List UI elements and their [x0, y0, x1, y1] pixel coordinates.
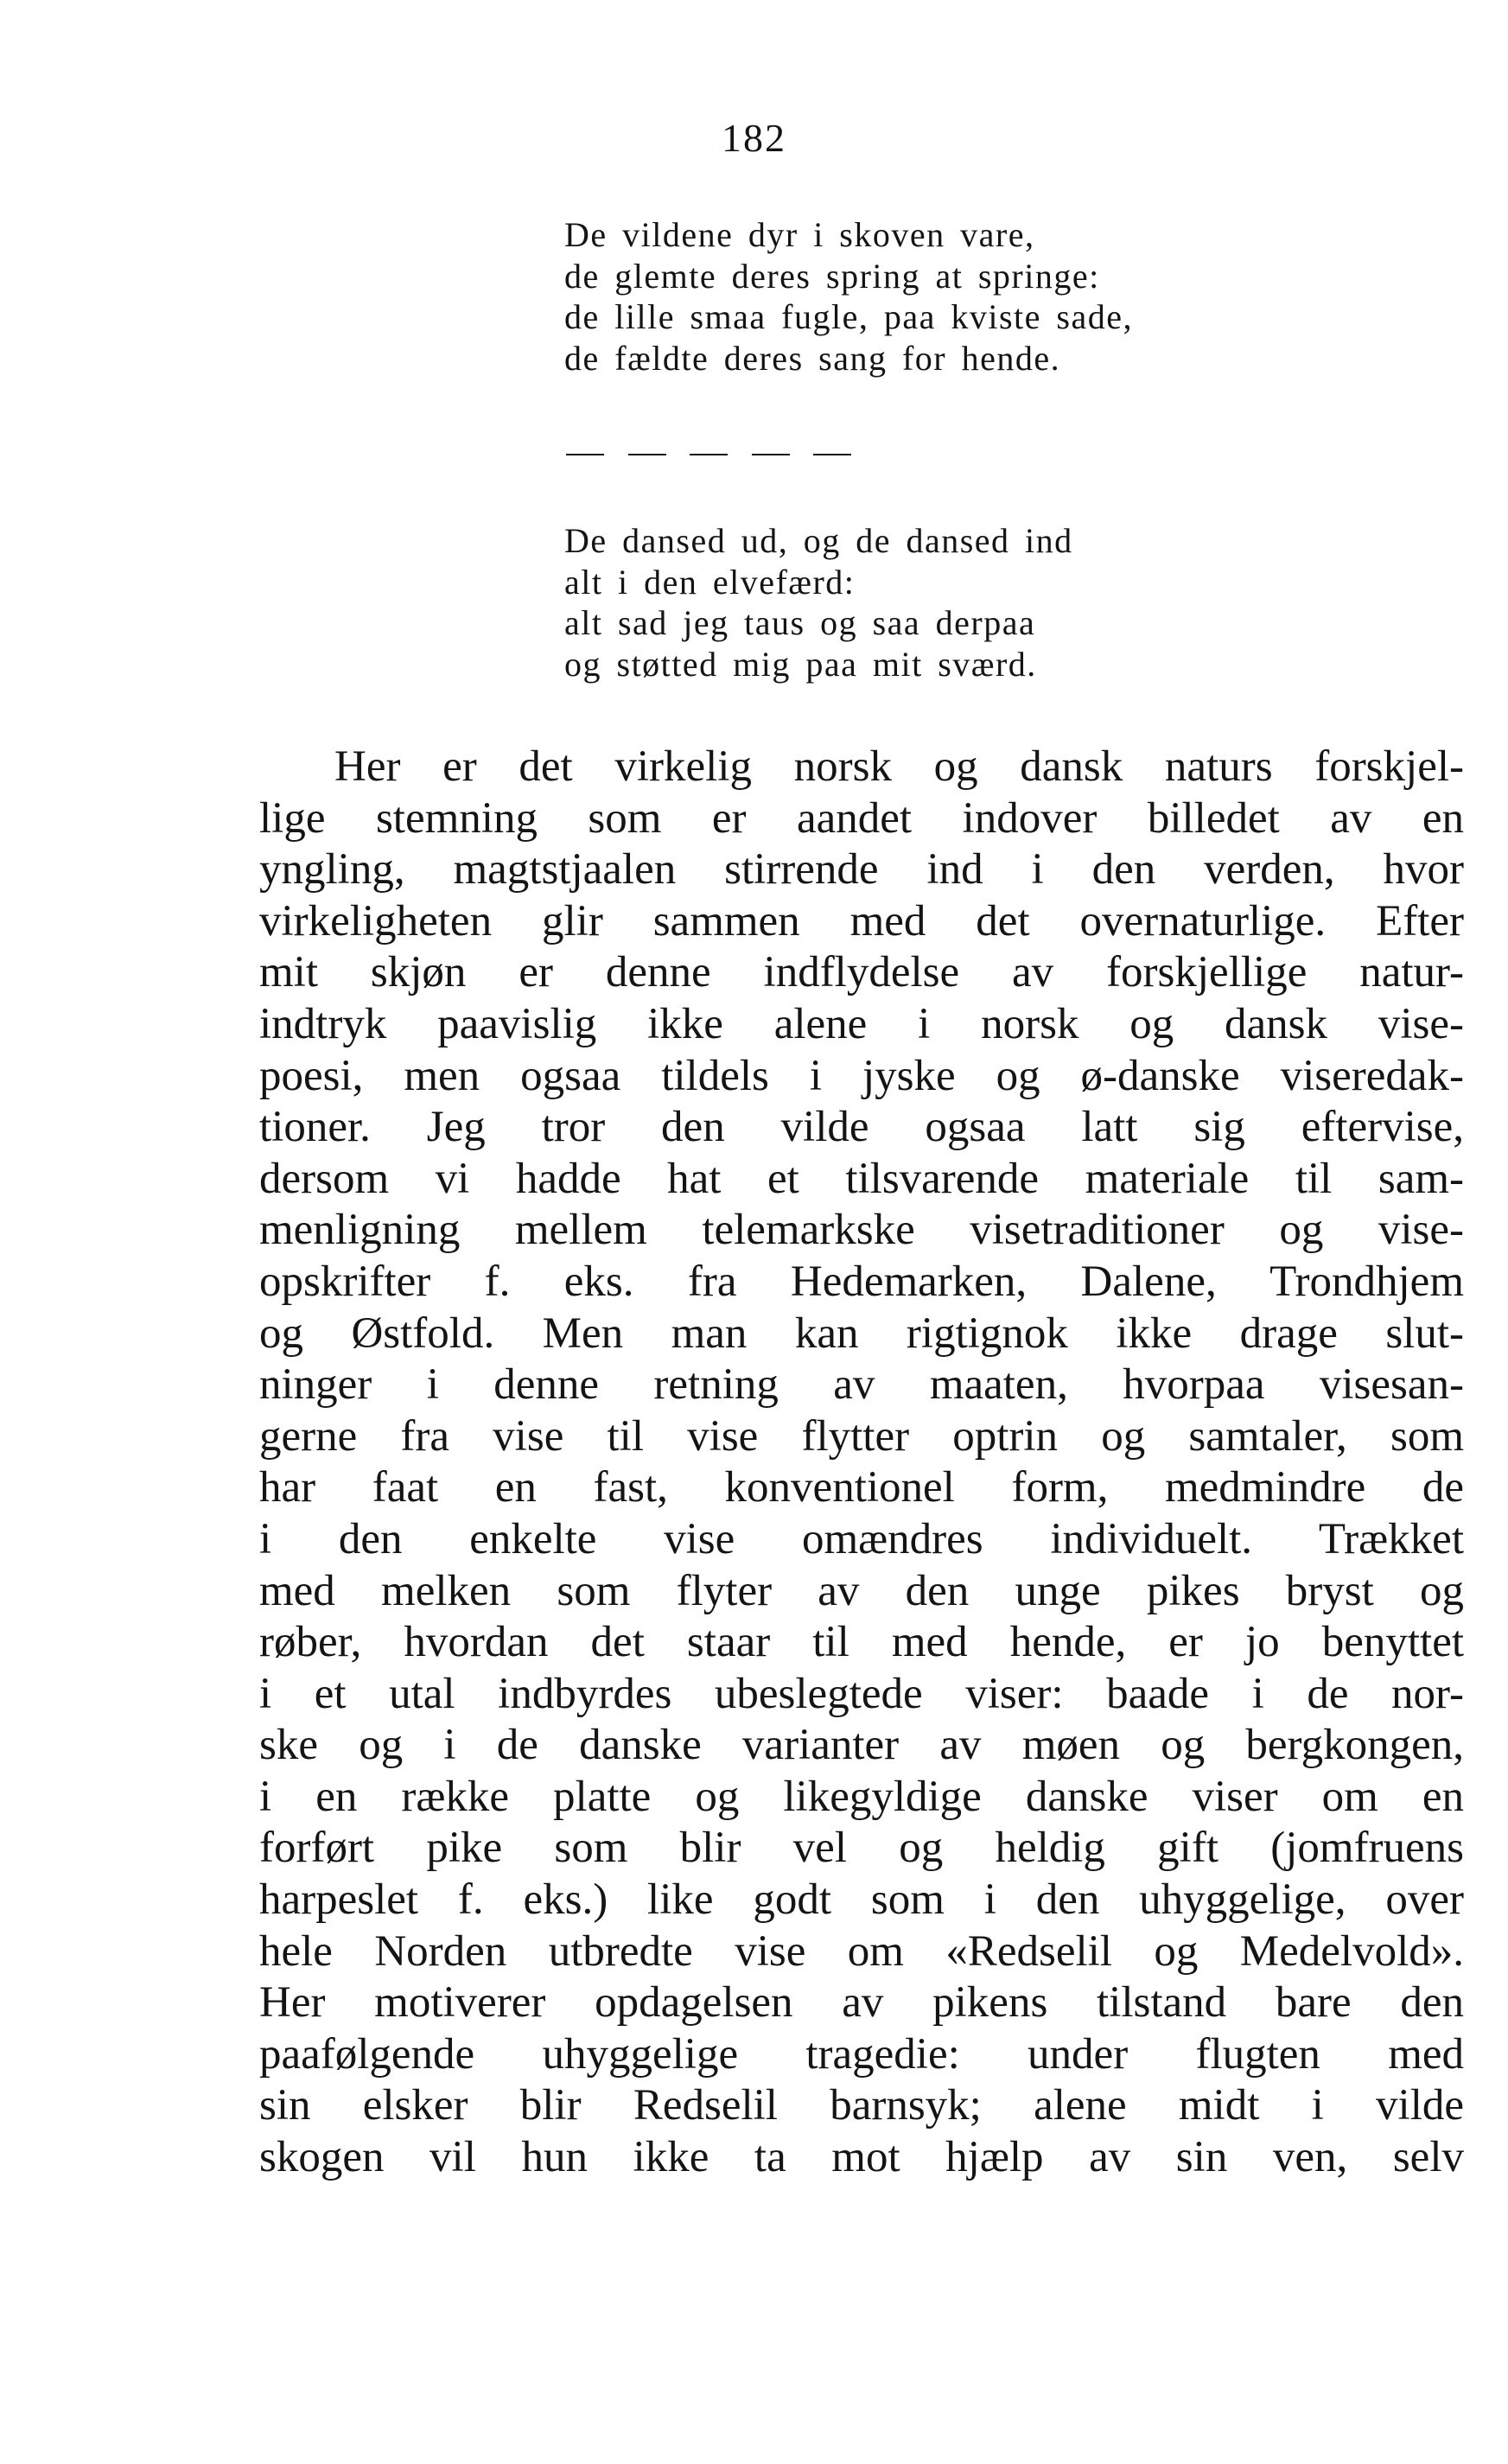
prose-line: Her motiverer opdagelsen av pikens tilstand bare den: [259, 1978, 1464, 2028]
prose-line: og Østfold. Men man kan rigtignok ikke drage slut-: [259, 1308, 1464, 1358]
prose-line: hele Norden utbredte vise om «Redselil og Medelvold».: [259, 1926, 1464, 1976]
prose-line: virkeligheten glir sammen med det overnaturlige. Efter: [259, 896, 1464, 945]
prose-line: Her er det virkelig norsk og dansk naturs forskjel-: [334, 742, 1464, 791]
prose-line: yngling, magtstjaalen stirrende ind i den verden, hvor: [259, 845, 1464, 895]
prose-line: paafølgende uhyggelige tragedie: under flugten med: [259, 2029, 1464, 2079]
prose-line: gerne fra vise til vise flytter optrin og samtaler, som: [259, 1411, 1464, 1461]
page-number: 182: [722, 116, 786, 160]
stanza-divider: [566, 437, 851, 472]
prose-line: sin elsker blir Redselil barnsyk; alene midt i vilde: [259, 2081, 1464, 2130]
prose-line: ske og i de danske varianter av møen og bergkongen,: [259, 1721, 1464, 1770]
prose-line: dersom vi hadde hat et tilsvarende materiale til sam-: [259, 1154, 1464, 1203]
prose-line: menligning mellem telemarkske visetraditioner og vise-: [259, 1206, 1464, 1255]
verse-line: de fældte deres sang for hende.: [564, 338, 1061, 378]
prose-line: i en række platte og likegyldige danske viser om en: [259, 1772, 1464, 1821]
prose-line: tioner. Jeg tror den vilde ogsaa latt sig eftervise,: [259, 1103, 1464, 1152]
prose-line: har faat en fast, konventionel form, medmindre de: [259, 1463, 1464, 1512]
prose-line: ninger i denne retning av maaten, hvorpaa visesan-: [259, 1360, 1464, 1410]
prose-line: mit skjøn er denne indflydelse av forskjellige natur-: [259, 948, 1464, 997]
prose-line: i den enkelte vise omændres individuelt. Trækket: [259, 1514, 1464, 1563]
verse-line: alt sad jeg taus og saa derpaa: [564, 603, 1036, 642]
verse-line: De vildene dyr i skoven vare,: [564, 215, 1035, 254]
prose-line: opskrifter f. eks. fra Hedemarken, Dalene, Trondhjem: [259, 1257, 1464, 1306]
divider-dash: [566, 454, 604, 455]
prose-line: poesi, men ogsaa tildels i jyske og ø-danske viseredak-: [259, 1051, 1464, 1100]
divider-dash: [752, 454, 790, 455]
prose-line: indtryk paavislig ikke alene i norsk og dansk vise-: [259, 999, 1464, 1048]
verse-line: de glemte deres spring at springe:: [564, 256, 1100, 296]
prose-line: skogen vil hun ikke ta mot hjælp av sin ven, selv: [259, 2133, 1464, 2182]
divider-dash: [813, 454, 851, 455]
verse-line: De dansed ud, og de dansed ind: [564, 521, 1073, 560]
prose-line: forført pike som blir vel og heldig gift (jomfruens: [259, 1824, 1464, 1873]
prose-line: røber, hvordan det staar til med hende, er jo benyttet: [259, 1618, 1464, 1667]
verse-line: og støtted mig paa mit sværd.: [564, 644, 1037, 684]
verse-line: alt i den elvefærd:: [564, 562, 856, 602]
prose-line: lige stemning som er aandet indover billedet av en: [259, 793, 1464, 843]
verse-line: de lille smaa fugle, paa kviste sade,: [564, 297, 1133, 336]
verse-stanza-1: [564, 214, 1221, 379]
prose-line: harpeslet f. eks.) like godt som i den uhyggelige, over: [259, 1875, 1464, 1925]
prose-paragraph: [259, 742, 1464, 2184]
prose-line: med melken som flyter av den unge pikes bryst og: [259, 1566, 1464, 1615]
divider-dash: [628, 454, 666, 455]
prose-line: i et utal indbyrdes ubeslegtede viser: baade i de nor-: [259, 1669, 1464, 1718]
divider-dash: [690, 454, 728, 455]
verse-stanza-2: [564, 520, 1221, 684]
